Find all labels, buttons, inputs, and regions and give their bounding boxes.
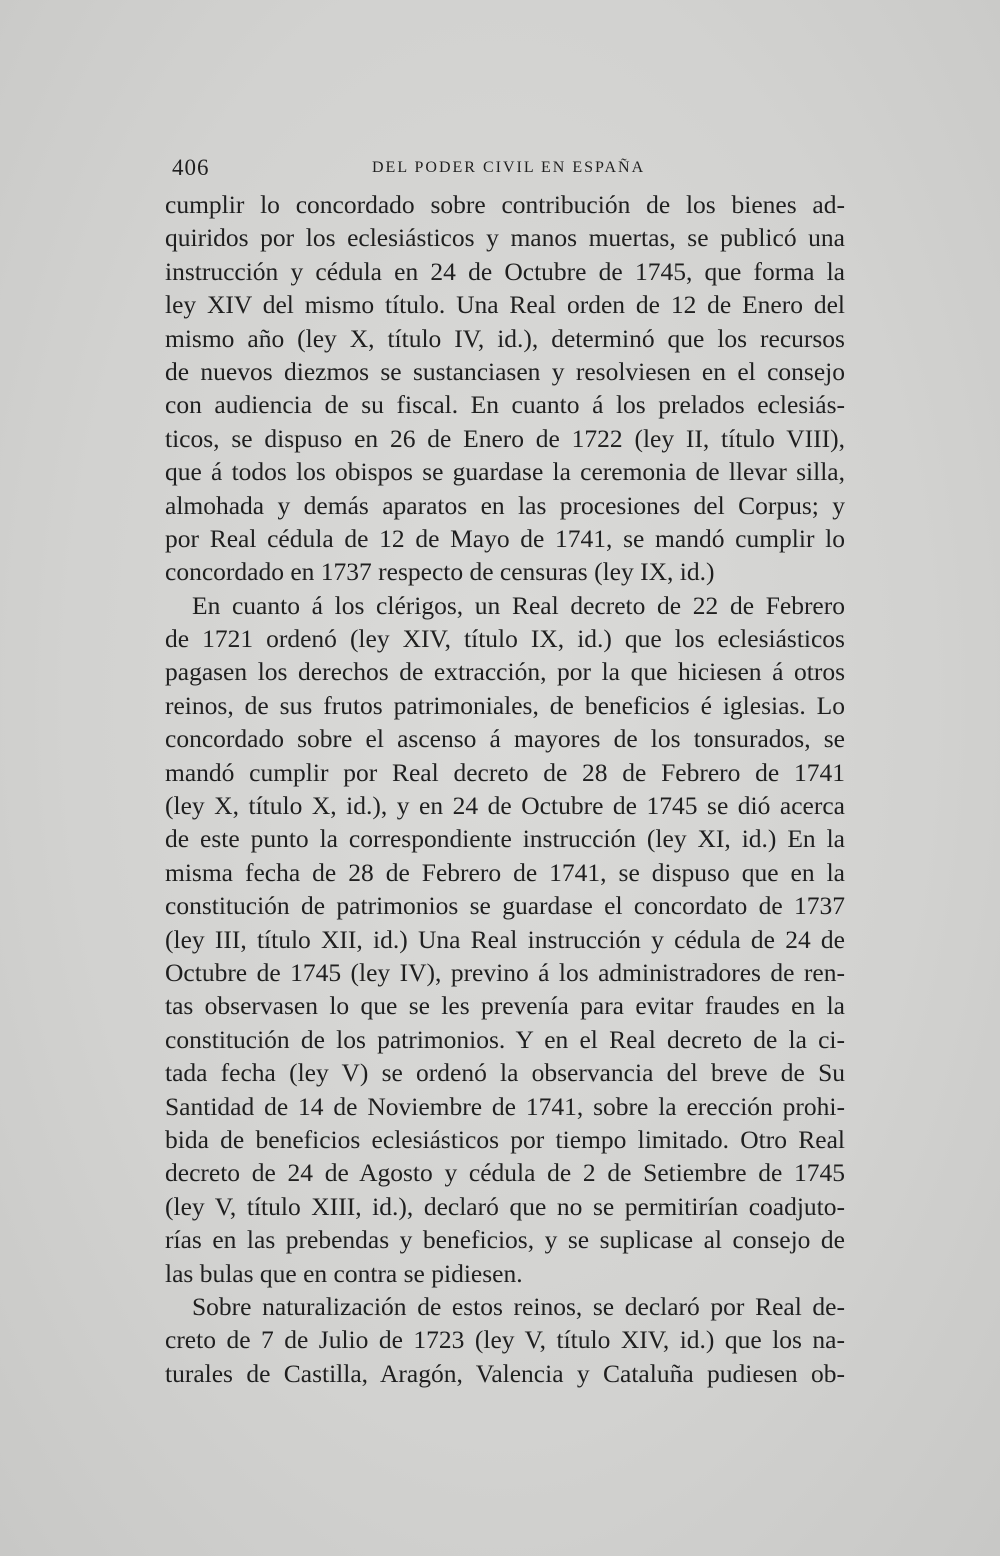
page-header bbox=[172, 155, 844, 185]
text-line: misma fecha de 28 de Febrero de 1741, se dispuso que en la bbox=[165, 857, 845, 887]
text-line: por Real cédula de 12 de Mayo de 1741, se mandó cumplir lo bbox=[165, 523, 845, 553]
paragraph-start-line: Sobre naturalización de estos reinos, se declaró por Real de- bbox=[192, 1291, 845, 1321]
text-line: decreto de 24 de Agosto y cédula de 2 de Setiembre de 1745 bbox=[165, 1158, 845, 1188]
text-line: quiridos por los eclesiásticos y manos muertas, se publicó una bbox=[165, 223, 845, 253]
text-line: ley XIV del mismo título. Una Real orden de 12 de Enero del bbox=[165, 290, 845, 320]
page-number: 406 bbox=[172, 155, 210, 180]
text-line: instrucción y cédula en 24 de Octubre de 1745, que forma la bbox=[165, 256, 845, 286]
text-line: concordado sobre el ascenso á mayores de los tonsurados, se bbox=[165, 724, 845, 754]
text-line: reinos, de sus frutos patrimoniales, de beneficios é iglesias. Lo bbox=[165, 690, 845, 720]
text-line: tada fecha (ley V) se ordenó la observancia del breve de Su bbox=[165, 1058, 845, 1088]
text-line: bida de beneficios eclesiásticos por tiempo limitado. Otro Real bbox=[165, 1124, 845, 1154]
text-line: (ley III, título XII, id.) Una Real instrucción y cédula de 24 de bbox=[165, 924, 845, 954]
text-line: constitución de patrimonios se guardase el concordato de 1737 bbox=[165, 891, 845, 921]
text-line: de 1721 ordenó (ley XIV, título IX, id.) que los eclesiásticos bbox=[165, 624, 845, 654]
text-line: mandó cumplir por Real decreto de 28 de Febrero de 1741 bbox=[165, 757, 845, 787]
text-line: con audiencia de su fiscal. En cuanto á los prelados eclesiás- bbox=[165, 390, 845, 420]
text-line: (ley V, título XIII, id.), declaró que no se permitirían coadjuto- bbox=[165, 1191, 845, 1221]
text-line: constitución de los patrimonios. Y en el Real decreto de la ci- bbox=[165, 1024, 845, 1054]
body-text bbox=[165, 188, 845, 1390]
text-line: tas observasen lo que se les prevenía para evitar fraudes en la bbox=[165, 991, 845, 1021]
text-line: de este punto la correspondiente instrucción (ley XI, id.) En la bbox=[165, 824, 845, 854]
text-line: rías en las prebendas y beneficios, y se suplicase al consejo de bbox=[165, 1225, 845, 1255]
text-line: Octubre de 1745 (ley IV), previno á los administradores de ren- bbox=[165, 957, 845, 987]
text-line: turales de Castilla, Aragón, Valencia y Cataluña pudiesen ob- bbox=[165, 1358, 845, 1388]
text-line: Santidad de 14 de Noviembre de 1741, sobre la erección prohi- bbox=[165, 1091, 845, 1121]
paragraph-end-line: las bulas que en contra se pidiesen. bbox=[165, 1258, 523, 1288]
text-line: ticos, se dispuso en 26 de Enero de 1722 (ley II, título VIII), bbox=[165, 423, 845, 453]
text-line: cumplir lo concordado sobre contribución de los bienes ad- bbox=[165, 190, 845, 219]
text-line: mismo año (ley X, título IV, id.), determinó que los recursos bbox=[165, 323, 845, 353]
text-line: almohada y demás aparatos en las procesiones del Corpus; y bbox=[165, 490, 845, 520]
text-line: de nuevos diezmos se sustanciasen y resolviesen en el consejo bbox=[165, 356, 845, 386]
running-title: DEL PODER CIVIL EN ESPAÑA bbox=[372, 159, 646, 176]
text-line: (ley X, título X, id.), y en 24 de Octubre de 1745 se dió acerca bbox=[165, 791, 845, 821]
paragraph-start-line: En cuanto á los clérigos, un Real decreto de 22 de Febrero bbox=[192, 590, 845, 620]
text-line: creto de 7 de Julio de 1723 (ley V, título XIV, id.) que los na- bbox=[165, 1325, 845, 1355]
text-line: pagasen los derechos de extracción, por la que hiciesen á otros bbox=[165, 657, 845, 687]
paragraph-end-line: concordado en 1737 respecto de censuras (ley IX, id.) bbox=[165, 557, 715, 587]
text-line: que á todos los obispos se guardase la ceremonia de llevar silla, bbox=[165, 457, 845, 487]
